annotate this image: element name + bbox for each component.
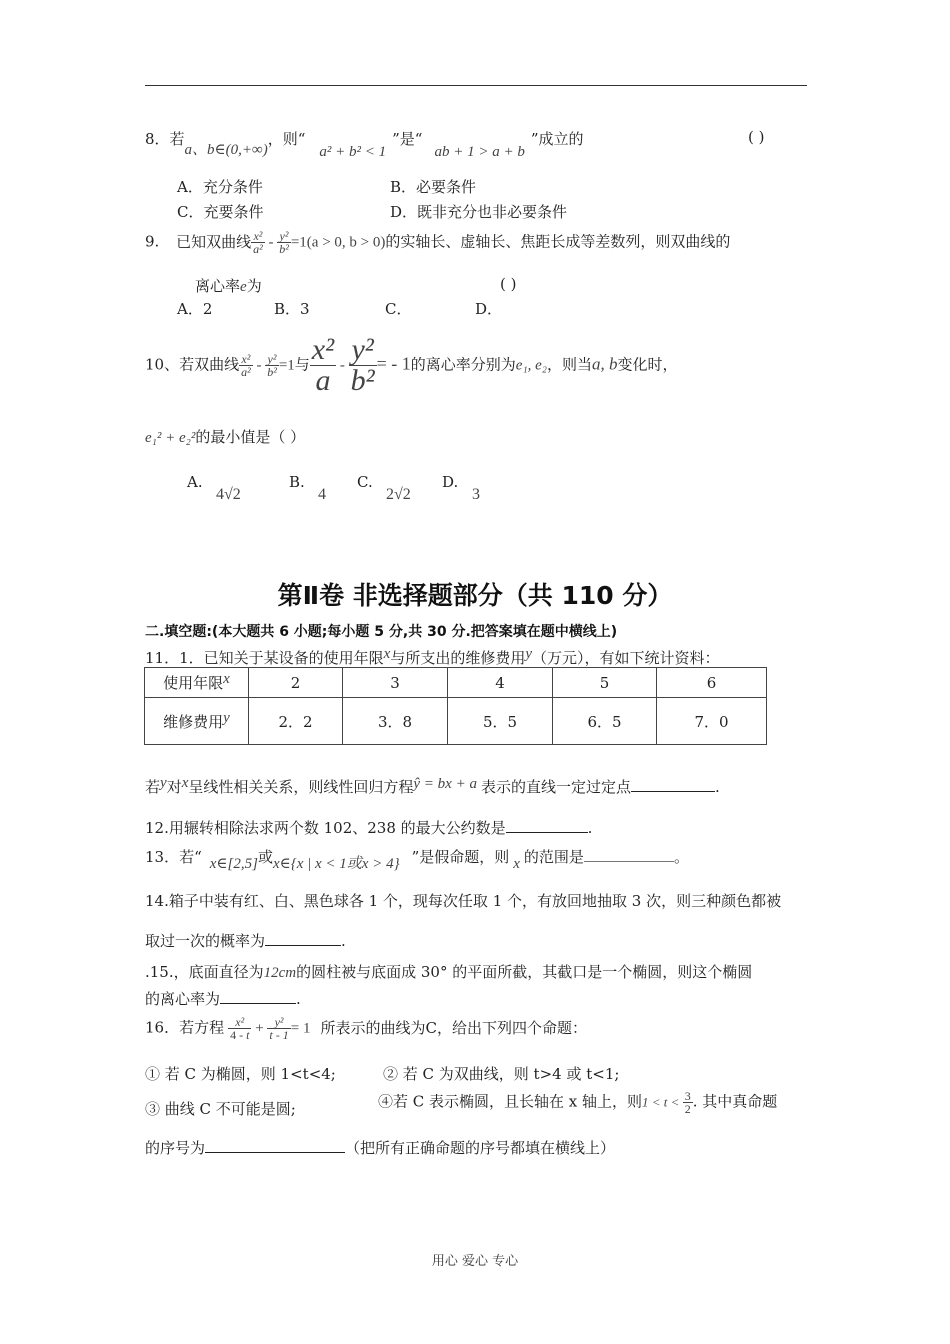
table-cell: 2: [249, 668, 343, 698]
table-cell: 2．2: [249, 698, 343, 745]
q9-line: 9. 已知双曲线 $\frac{\text{x²}}{\text{a²}}$ - $\frac{\text{y²}}{\text{b²}}$ =1(a > 0, b > 0)的实轴长、虚轴长、焦距长成等差数列，则双曲线的: [145, 229, 731, 256]
page-footer: 用心 爱心 专心: [431, 1254, 519, 1269]
q16-proposition-4: ④若 C 表示椭圆，且长轴在 x 轴上，则1 < t < $\frac{3}{2}$ . 其中真命题: [378, 1089, 778, 1116]
table-cell: 6: [657, 668, 767, 698]
q11-intro: 11．1．已知关于某设备的使用年限x与所支出的维修费用y（万元），有如下统计资料：: [145, 646, 720, 667]
q15-line1: .15.，底面直径为12cm的圆柱被与底面成 30° 的平面所截，其截口是一个椭圆，则这个椭圆: [145, 963, 753, 981]
table-cell: 3．8: [343, 698, 448, 745]
q13-answer-blank[interactable]: [584, 847, 674, 862]
q8-option-d: D．既非充分也非必要条件: [390, 203, 568, 221]
q10-option-c-value: 2√2: [386, 486, 411, 503]
q10-option-b-value: 4: [318, 486, 326, 503]
q16-proposition-2: ② 若 C 为双曲线，则 t>4 或 t<1;: [383, 1065, 620, 1083]
q16-answer-blank[interactable]: [205, 1138, 345, 1153]
q9-option-a: A．2: [177, 300, 213, 318]
q10-option-d-label: D.: [442, 473, 459, 491]
table-row: [145, 668, 767, 698]
q10-option-c-label: C.: [357, 473, 373, 491]
q10-option-a-value: 4√2: [216, 486, 241, 503]
table-header-cost: 维修费用y: [145, 698, 249, 745]
q16-proposition-1: ① 若 C 为椭圆，则 1<t<4;: [145, 1065, 336, 1083]
table-cell: 3: [343, 668, 448, 698]
q10-option-d-value: 3: [472, 486, 480, 503]
q9-fraction-x: $\frac{\text{x²}}{\text{a²}}$: [253, 229, 263, 256]
q14-line1: 14.箱子中装有红、白、黑色球各 1 个，现每次任取 1 个，有放回地抽取 3 次，则三种颜色都被: [145, 892, 782, 910]
q8-option-a: A．充分条件: [177, 178, 263, 196]
q14-line2: 取过一次的概率为 .: [145, 932, 346, 950]
q15-line2: 的离心率为 .: [145, 990, 301, 1008]
section-title: 第Ⅱ卷 非选择题部分（共 110 分）: [277, 581, 673, 610]
q9-fraction-y: $\frac{\text{y²}}{\text{b²}}$: [279, 229, 289, 256]
q10-option-b-label: B.: [289, 473, 305, 491]
q9-option-d: D．: [475, 300, 503, 318]
q16-line1: 16．若方程 $\frac{\text{x²}}{4 - t}$ + $\frac{\text{y²}}{t - 1}$ = 1 所表示的曲线为C，给出下列四个命题：: [145, 1015, 587, 1042]
q14-answer-blank[interactable]: [265, 931, 341, 946]
q9-line2: 离心率e为: [195, 277, 262, 295]
q11-answer-blank[interactable]: [631, 777, 715, 792]
q9-answer-paren: ( ): [500, 275, 517, 293]
table-row: [145, 698, 767, 745]
table-cell: 6．5: [553, 698, 657, 745]
q10-line: 10、若双曲线 $\frac{\text{x²}}{\text{a²}}$ - $\frac{\text{y²}}{\text{b²}}$ =1与 $\frac{\text{x²}}{a}$ - $\frac{\text{y²}}{\text{b²}}$ = - 1的离心率分别为e₁, e₂，则当a, b变化时，: [145, 333, 678, 397]
q10-big-fraction-y: $\frac{\text{y²}}{\text{b²}}$: [350, 333, 375, 397]
q13-line: 13．若“ x∈[2,5]或x∈{x | x < 1或x > 4} ”是假命题，则 x 的范围是 。: [145, 848, 689, 872]
header-rule: [145, 85, 807, 86]
statistics-table: [144, 667, 767, 745]
q9-option-b: B．3: [274, 300, 310, 318]
table-cell: 7．0: [657, 698, 767, 745]
q9-option-c: C．: [385, 300, 412, 318]
table-header-years: 使用年限x: [145, 668, 249, 698]
q8-line: 8．若a、b∈(0,+∞)，则“a² + b² < 1”是“ab + 1 > a + b”成立的: [145, 130, 584, 160]
q8-option-c: C．充要条件: [177, 203, 264, 221]
q12-answer-blank[interactable]: [506, 818, 588, 833]
q8-option-b: B．必要条件: [390, 178, 477, 196]
q10-line2: e₁² + e₂²的最小值是（ ）: [145, 428, 306, 446]
table-cell: 5．5: [448, 698, 553, 745]
q10-option-a-label: A.: [187, 473, 203, 491]
q16-proposition-3: ③ 曲线 C 不可能是圆;: [145, 1100, 296, 1118]
section-instructions: 二.填空题:(本大题共 6 小题;每小题 5 分,共 30 分.把答案填在题中横线上): [145, 624, 618, 640]
q15-answer-blank[interactable]: [220, 989, 296, 1004]
q12-line: 12.用辗转相除法求两个数 102、238 的最大公约数是 .: [145, 819, 593, 837]
table-cell: 5: [553, 668, 657, 698]
q16-line3: 的序号为 （把所有正确命题的序号都填在横线上）: [145, 1139, 616, 1157]
q11-question: 若y对x呈线性相关关系，则线性回归方程ŷ = bx + a 表示的直线一定过定点 .: [145, 775, 720, 796]
q8-answer-paren: ( ): [748, 128, 765, 146]
q10-big-fraction-x: $\frac{\text{x²}}{a}$: [311, 333, 335, 397]
table-cell: 4: [448, 668, 553, 698]
